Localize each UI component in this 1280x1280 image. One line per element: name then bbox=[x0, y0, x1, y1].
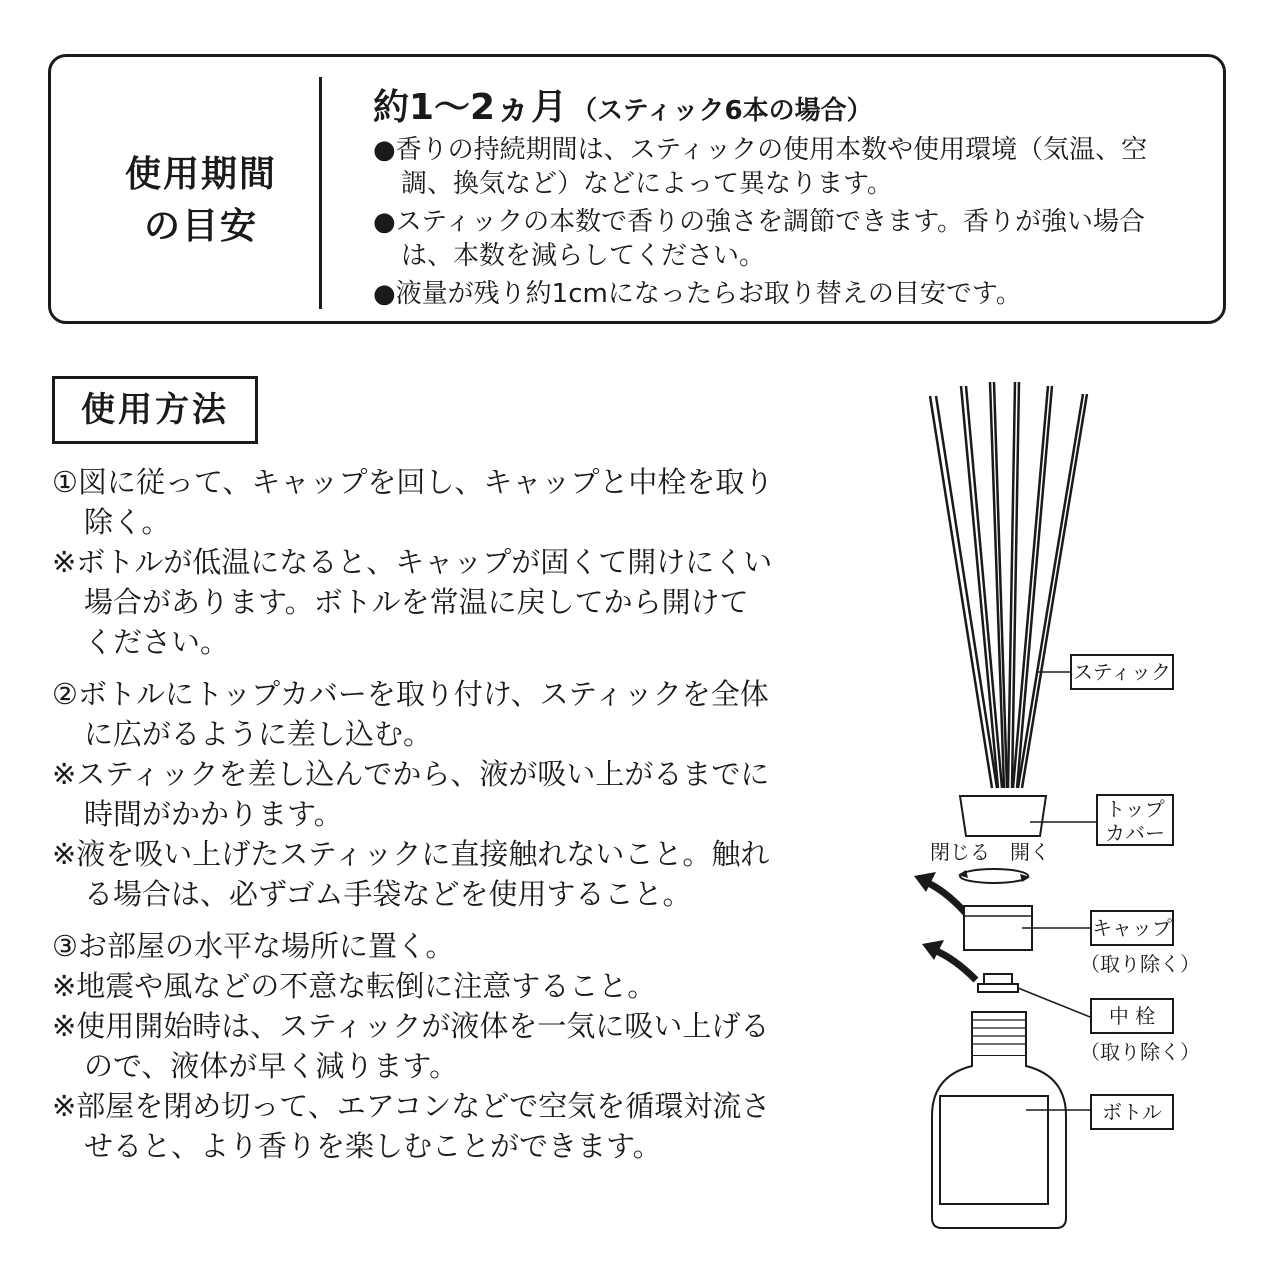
note-replacement: ●液量が残り約1cmになったらお取り替えの目安です。 bbox=[373, 279, 1022, 309]
note-strength: ●スティックの本数で香りの強さを調節できます。香りが強い場合は、本数を減らしてください。 bbox=[373, 207, 1146, 271]
caution-1: ※ボトルが低温になると、キャップが固くて開けにくい場合があります。ボトルを常温に戻してから開けてください。 bbox=[52, 545, 773, 659]
rotation-arrows bbox=[960, 869, 1028, 883]
label-open: 開く bbox=[1010, 840, 1050, 864]
diffuser-diagram bbox=[900, 370, 1200, 1250]
usage-period-box bbox=[48, 54, 1226, 324]
label-top-cover-line2: カバー bbox=[1105, 821, 1165, 845]
usage-period-label bbox=[101, 149, 301, 253]
top-cover-shape bbox=[960, 796, 1046, 836]
caution-3a: ※地震や風などの不意な転倒に注意すること。 bbox=[52, 969, 657, 1003]
label-inner-plug-note: （取り除く） bbox=[1080, 1040, 1200, 1064]
step-3: ③お部屋の水平な場所に置く。 bbox=[52, 929, 455, 963]
usage-title: 使用方法 bbox=[52, 376, 258, 444]
label-top-cover bbox=[1096, 794, 1174, 846]
label-stick: スティック bbox=[1070, 654, 1174, 690]
usage-steps bbox=[52, 462, 777, 1166]
step-1: ①図に従って、キャップを回し、キャップと中栓を取り除く。 bbox=[52, 465, 774, 539]
cap-shape bbox=[964, 906, 1032, 950]
usage-period-label-line1: 使用期間 bbox=[124, 154, 277, 195]
usage-period-condition: （スティック6本の場合） bbox=[571, 96, 873, 126]
label-top-cover-line1: トップ bbox=[1105, 797, 1165, 821]
caution-3c: ※部屋を閉め切って、エアコンなどで空気を循環対流させると、より香りを楽しむことができます。 bbox=[52, 1089, 771, 1163]
caution-2a: ※スティックを差し込んでから、液が吸い上がるまでに時間がかかります。 bbox=[52, 757, 770, 831]
inner-plug-shape bbox=[984, 974, 1012, 984]
sticks-illustration bbox=[930, 382, 1087, 788]
label-cap-note: （取り除く） bbox=[1080, 952, 1200, 976]
step-2: ②ボトルにトップカバーを取り付け、スティックを全体に広がるように差し込む。 bbox=[52, 677, 769, 751]
guide-divider bbox=[319, 77, 322, 309]
label-close: 閉じる bbox=[930, 840, 990, 864]
usage-period-value: 約1〜2ヵ月 bbox=[373, 87, 568, 128]
label-cap: キャップ bbox=[1090, 910, 1174, 946]
note-duration: ●香りの持続期間は、スティックの使用本数や使用環境（気温、空調、換気など）などによって異なります。 bbox=[373, 135, 1148, 199]
usage-period-headline bbox=[373, 79, 873, 130]
caution-3b: ※使用開始時は、スティックが液体を一気に吸い上げるので、液体が早く減ります。 bbox=[52, 1009, 770, 1083]
remove-arrow-icon-2 bbox=[934, 950, 976, 980]
label-inner-plug: 中 栓 bbox=[1090, 998, 1174, 1034]
usage-period-label-line2: の目安 bbox=[143, 206, 258, 247]
bottle-shape bbox=[932, 1012, 1066, 1228]
caution-2b: ※液を吸い上げたスティックに直接触れないこと。触れる場合は、必ずゴム手袋などを使用すること。 bbox=[52, 837, 770, 911]
label-bottle: ボトル bbox=[1090, 1094, 1174, 1130]
usage-period-notes bbox=[373, 133, 1193, 315]
